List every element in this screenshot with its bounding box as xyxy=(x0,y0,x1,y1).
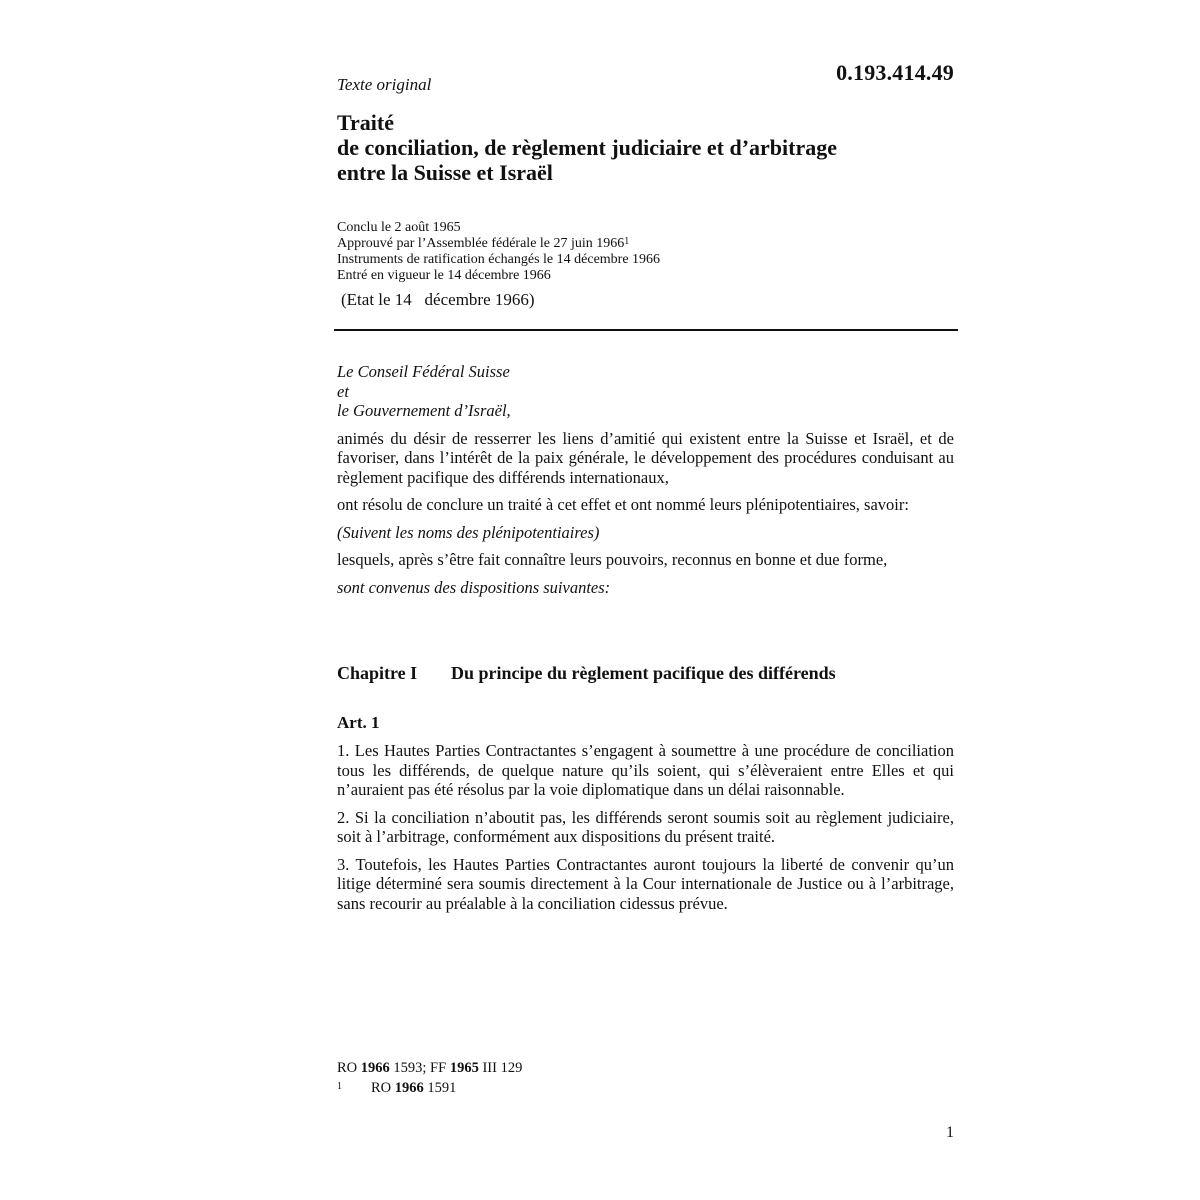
article-body xyxy=(337,741,954,921)
preamble-et: et xyxy=(337,381,349,401)
preamble-paragraph-2: ont résolu de conclure un traité à cet effet et ont nommé leurs plénipotentiaires, savoir: xyxy=(337,495,909,514)
footnote-ff-year: 1965 xyxy=(449,1060,479,1076)
footnote-1-prefix: RO xyxy=(371,1080,392,1096)
etat-date: (Etat le 14 décembre 1966) xyxy=(341,290,535,309)
meta-approuve xyxy=(337,236,957,252)
preamble-party-2: le Gouvernement d’Israël, xyxy=(337,401,511,420)
meta-entre: Entré en vigueur le 14 décembre 1966 xyxy=(337,268,551,283)
article-heading: Art. 1 xyxy=(337,713,380,732)
preamble xyxy=(337,362,954,597)
preamble-paragraph-5: sont convenus des dispositions suivantes: xyxy=(337,577,611,597)
chapter-heading xyxy=(337,663,836,684)
footnote-1-page: 1591 xyxy=(427,1080,457,1096)
preamble-paragraph-4: lesquels, après s’être fait connaître leurs pouvoirs, reconnus en bonne et due forme, xyxy=(337,550,888,569)
page-number: 1 xyxy=(946,1124,954,1141)
document-number: 0.193.414.49 xyxy=(836,60,954,85)
preamble-paragraph-3: (Suivent les noms des plénipotentiaires) xyxy=(337,522,600,542)
article-paragraph-1: 1. Les Hautes Parties Contractantes s’engagent à soumettre à une procédure de conciliation tous les différends, de quelque nature qu’ils soient, qui s’élèveraient entre Elles et qui n’auraient pas été résolus par la voie diplomatique dans un délai raisonnable. xyxy=(337,741,954,799)
article-paragraph-2: 2. Si la conciliation n’aboutit pas, les différends seront soumis soit au règlement judiciaire, soit à l’arbitrage, conformément aux dispositions du présent traité. xyxy=(337,807,954,846)
footnote-ref-1: 1 xyxy=(624,236,630,247)
chapter-label: Chapitre I xyxy=(337,663,418,683)
document-metadata xyxy=(337,220,957,284)
title-line-1: Traité xyxy=(337,110,395,135)
header-divider xyxy=(334,329,958,331)
footnote-ro-prefix: RO xyxy=(337,1060,358,1076)
footnotes xyxy=(337,1058,522,1098)
texte-original-label: Texte original xyxy=(337,75,432,94)
footnote-source xyxy=(337,1058,522,1078)
title-line-3: entre la Suisse et Israël xyxy=(337,160,553,185)
footnote-ro-year: 1966 xyxy=(360,1060,390,1076)
meta-approuve-text: Approuvé par l’Assemblée fédérale le 27 juin 1966 xyxy=(337,236,625,251)
footnote-ff-ref: III 129 xyxy=(482,1060,523,1076)
chapter-title: Du principe du règlement pacifique des différends xyxy=(451,663,836,683)
meta-instruments: Instruments de ratification échangés le 14 décembre 1966 xyxy=(337,252,661,267)
footnote-1-mark: 1 xyxy=(337,1081,342,1092)
preamble-party-1: Le Conseil Fédéral Suisse xyxy=(337,362,510,381)
footnote-ro-page: 1593; FF xyxy=(393,1060,447,1076)
footnote-1-year: 1966 xyxy=(394,1080,424,1096)
meta-conclu: Conclu le 2 août 1965 xyxy=(337,220,461,235)
document-title xyxy=(337,110,977,185)
title-line-2: de conciliation, de règlement judiciaire et d’arbitrage xyxy=(337,135,837,160)
footnote-1 xyxy=(337,1078,522,1098)
preamble-paragraph-1: animés du désir de resserrer les liens d’amitié qui existent entre la Suisse et Israël, et de favoriser, dans l’intérêt de la paix générale, le développement des procédures conduisant au règlement pacifique des différends internationaux, xyxy=(337,428,954,487)
article-paragraph-3: 3. Toutefois, les Hautes Parties Contractantes auront toujours la liberté de convenir qu’un litige déterminé sera soumis directement à la Cour internationale de Justice ou à l’arbitrage, sans recourir au préalable à la conciliation cidessus prévue. xyxy=(337,854,954,913)
